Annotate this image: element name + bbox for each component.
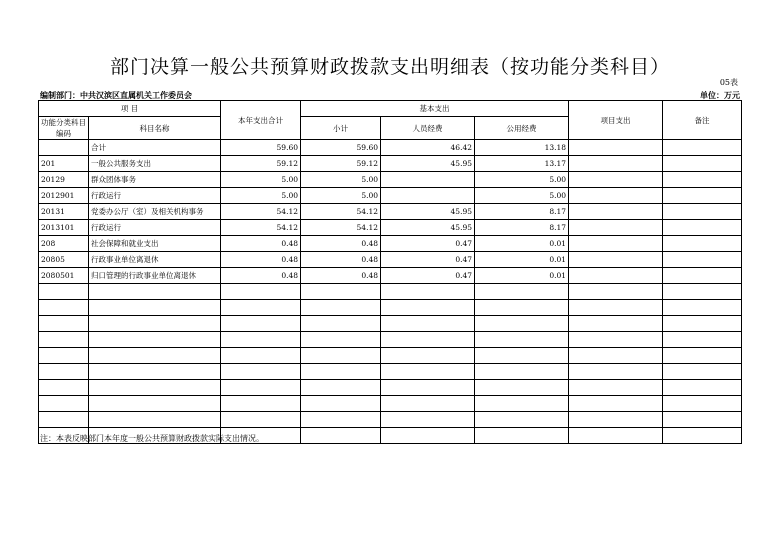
cell-subtotal: 54.12 [301, 204, 381, 220]
cell-remark [663, 380, 742, 396]
cell-total: 5.00 [221, 172, 301, 188]
cell-public: 0.01 [475, 236, 569, 252]
cell-subject-name: 行政事业单位离退休 [89, 252, 221, 268]
page-title: 部门决算一般公共预算财政拨款支出明细表（按功能分类科目） [109, 56, 670, 78]
cell-remark [663, 348, 742, 364]
table-row [39, 332, 742, 348]
header-subject-name: 科目名称 [89, 117, 221, 140]
cell-total [221, 348, 301, 364]
cell-remark [663, 284, 742, 300]
table-row [39, 220, 742, 236]
table-row [39, 364, 742, 380]
cell-project [569, 396, 663, 412]
cell-total [221, 412, 301, 428]
cell-project [569, 348, 663, 364]
cell-remark [663, 236, 742, 252]
cell-public: 8.17 [475, 220, 569, 236]
cell-public: 8.17 [475, 204, 569, 220]
cell-code [39, 140, 89, 156]
header-personnel: 人员经费 [381, 117, 475, 140]
cell-subtotal [301, 428, 381, 444]
cell-subject-name: 群众团体事务 [89, 172, 221, 188]
cell-remark [663, 172, 742, 188]
cell-total: 0.48 [221, 252, 301, 268]
cell-total [221, 380, 301, 396]
cell-public: 13.17 [475, 156, 569, 172]
cell-public [475, 332, 569, 348]
cell-subject-name: 行政运行 [89, 188, 221, 204]
cell-personnel [381, 172, 475, 188]
cell-total: 0.48 [221, 268, 301, 284]
table-header [39, 101, 742, 140]
cell-subtotal: 59.12 [301, 156, 381, 172]
cell-code: 20129 [39, 172, 89, 188]
cell-personnel: 0.47 [381, 236, 475, 252]
header-total: 本年支出合计 [221, 101, 301, 140]
cell-project [569, 156, 663, 172]
cell-project [569, 316, 663, 332]
header-func-code: 功能分类科目编码 [39, 117, 89, 140]
cell-code: 2012901 [39, 188, 89, 204]
cell-personnel [381, 284, 475, 300]
cell-public: 0.01 [475, 252, 569, 268]
cell-public [475, 380, 569, 396]
cell-remark [663, 316, 742, 332]
cell-project [569, 428, 663, 444]
cell-public [475, 348, 569, 364]
table-row [39, 396, 742, 412]
cell-subject-name [89, 364, 221, 380]
table-row [39, 380, 742, 396]
cell-public [475, 364, 569, 380]
cell-subject-name: 社会保障和就业支出 [89, 236, 221, 252]
cell-subject-name [89, 348, 221, 364]
cell-subject-name: 归口管理的行政事业单位离退休 [89, 268, 221, 284]
cell-code [39, 380, 89, 396]
cell-subtotal [301, 332, 381, 348]
cell-subtotal [301, 412, 381, 428]
cell-subtotal [301, 316, 381, 332]
cell-project [569, 364, 663, 380]
table-row [39, 204, 742, 220]
cell-remark [663, 396, 742, 412]
cell-project [569, 204, 663, 220]
cell-subtotal: 5.00 [301, 188, 381, 204]
cell-public [475, 300, 569, 316]
cell-code [39, 316, 89, 332]
cell-public [475, 428, 569, 444]
cell-project [569, 220, 663, 236]
cell-code: 201 [39, 156, 89, 172]
cell-personnel [381, 348, 475, 364]
cell-subtotal [301, 348, 381, 364]
cell-public: 5.00 [475, 172, 569, 188]
cell-project [569, 140, 663, 156]
cell-total [221, 364, 301, 380]
department-label: 编制部门：中共汉滨区直属机关工作委员会 [40, 90, 192, 100]
cell-public [475, 316, 569, 332]
cell-project [569, 188, 663, 204]
cell-code: 2080501 [39, 268, 89, 284]
form-number: 05表 [719, 78, 738, 87]
cell-remark [663, 300, 742, 316]
cell-total [221, 332, 301, 348]
cell-subtotal: 0.48 [301, 268, 381, 284]
table-row [39, 268, 742, 284]
header-remark: 备注 [663, 101, 742, 140]
cell-subtotal: 0.48 [301, 236, 381, 252]
header-public: 公用经费 [475, 117, 569, 140]
cell-subject-name [89, 316, 221, 332]
cell-code [39, 300, 89, 316]
table-row [39, 156, 742, 172]
table-row [39, 300, 742, 316]
cell-subject-name [89, 380, 221, 396]
cell-personnel [381, 188, 475, 204]
cell-remark [663, 412, 742, 428]
cell-code: 20805 [39, 252, 89, 268]
cell-subtotal [301, 284, 381, 300]
cell-personnel: 45.95 [381, 156, 475, 172]
cell-project [569, 172, 663, 188]
cell-personnel [381, 300, 475, 316]
cell-remark [663, 332, 742, 348]
cell-project [569, 300, 663, 316]
cell-subject-name [89, 332, 221, 348]
cell-personnel: 45.95 [381, 220, 475, 236]
cell-code [39, 364, 89, 380]
cell-subject-name: 合计 [89, 140, 221, 156]
header-item: 项 目 [39, 101, 221, 117]
cell-remark [663, 364, 742, 380]
cell-subtotal [301, 300, 381, 316]
unit-label: 单位：万元 [700, 90, 740, 100]
expenditure-table [38, 100, 742, 444]
cell-subject-name: 一般公共服务支出 [89, 156, 221, 172]
cell-personnel [381, 428, 475, 444]
cell-code: 2013101 [39, 220, 89, 236]
cell-project [569, 236, 663, 252]
cell-total [221, 300, 301, 316]
cell-code: 208 [39, 236, 89, 252]
header-project: 项目支出 [569, 101, 663, 140]
footnote: 注：本表反映部门本年度一般公共预算财政拨款实际支出情况。 [40, 434, 264, 443]
table-row [39, 252, 742, 268]
cell-remark [663, 140, 742, 156]
cell-total: 59.60 [221, 140, 301, 156]
cell-personnel: 0.47 [381, 268, 475, 284]
cell-code [39, 396, 89, 412]
cell-project [569, 268, 663, 284]
cell-project [569, 252, 663, 268]
cell-subtotal [301, 364, 381, 380]
cell-subject-name: 党委办公厅（室）及相关机构事务 [89, 204, 221, 220]
cell-code [39, 332, 89, 348]
cell-personnel [381, 332, 475, 348]
cell-code [39, 284, 89, 300]
cell-public: 0.01 [475, 268, 569, 284]
cell-subtotal: 59.60 [301, 140, 381, 156]
table-row [39, 188, 742, 204]
cell-total: 0.48 [221, 236, 301, 252]
cell-subject-name [89, 412, 221, 428]
cell-public [475, 284, 569, 300]
cell-personnel [381, 412, 475, 428]
cell-total: 54.12 [221, 204, 301, 220]
cell-remark [663, 188, 742, 204]
cell-total: 54.12 [221, 220, 301, 236]
cell-subtotal: 5.00 [301, 172, 381, 188]
cell-personnel [381, 316, 475, 332]
cell-total [221, 396, 301, 412]
table-row [39, 172, 742, 188]
cell-total [221, 316, 301, 332]
cell-public [475, 396, 569, 412]
cell-code: 20131 [39, 204, 89, 220]
cell-public: 13.18 [475, 140, 569, 156]
cell-remark [663, 428, 742, 444]
cell-subtotal: 54.12 [301, 220, 381, 236]
table-row [39, 236, 742, 252]
cell-subject-name [89, 284, 221, 300]
cell-remark [663, 220, 742, 236]
cell-public [475, 412, 569, 428]
cell-total [221, 284, 301, 300]
header-subtotal: 小计 [301, 117, 381, 140]
cell-public: 5.00 [475, 188, 569, 204]
cell-project [569, 284, 663, 300]
cell-subject-name: 行政运行 [89, 220, 221, 236]
cell-subtotal: 0.48 [301, 252, 381, 268]
table-body [39, 140, 742, 444]
cell-remark [663, 268, 742, 284]
cell-remark [663, 252, 742, 268]
cell-personnel [381, 396, 475, 412]
table-row [39, 284, 742, 300]
cell-total: 59.12 [221, 156, 301, 172]
cell-project [569, 332, 663, 348]
table-row [39, 412, 742, 428]
cell-subtotal [301, 396, 381, 412]
header-basic: 基本支出 [301, 101, 569, 117]
cell-personnel: 0.47 [381, 252, 475, 268]
cell-personnel: 46.42 [381, 140, 475, 156]
cell-code [39, 412, 89, 428]
cell-personnel [381, 364, 475, 380]
cell-total: 5.00 [221, 188, 301, 204]
table-row [39, 316, 742, 332]
cell-project [569, 380, 663, 396]
cell-subtotal [301, 380, 381, 396]
cell-project [569, 412, 663, 428]
cell-subject-name [89, 300, 221, 316]
cell-code [39, 348, 89, 364]
cell-personnel: 45.95 [381, 204, 475, 220]
table-row [39, 140, 742, 156]
cell-remark [663, 204, 742, 220]
cell-subject-name [89, 396, 221, 412]
cell-remark [663, 156, 742, 172]
table-row [39, 348, 742, 364]
cell-personnel [381, 380, 475, 396]
